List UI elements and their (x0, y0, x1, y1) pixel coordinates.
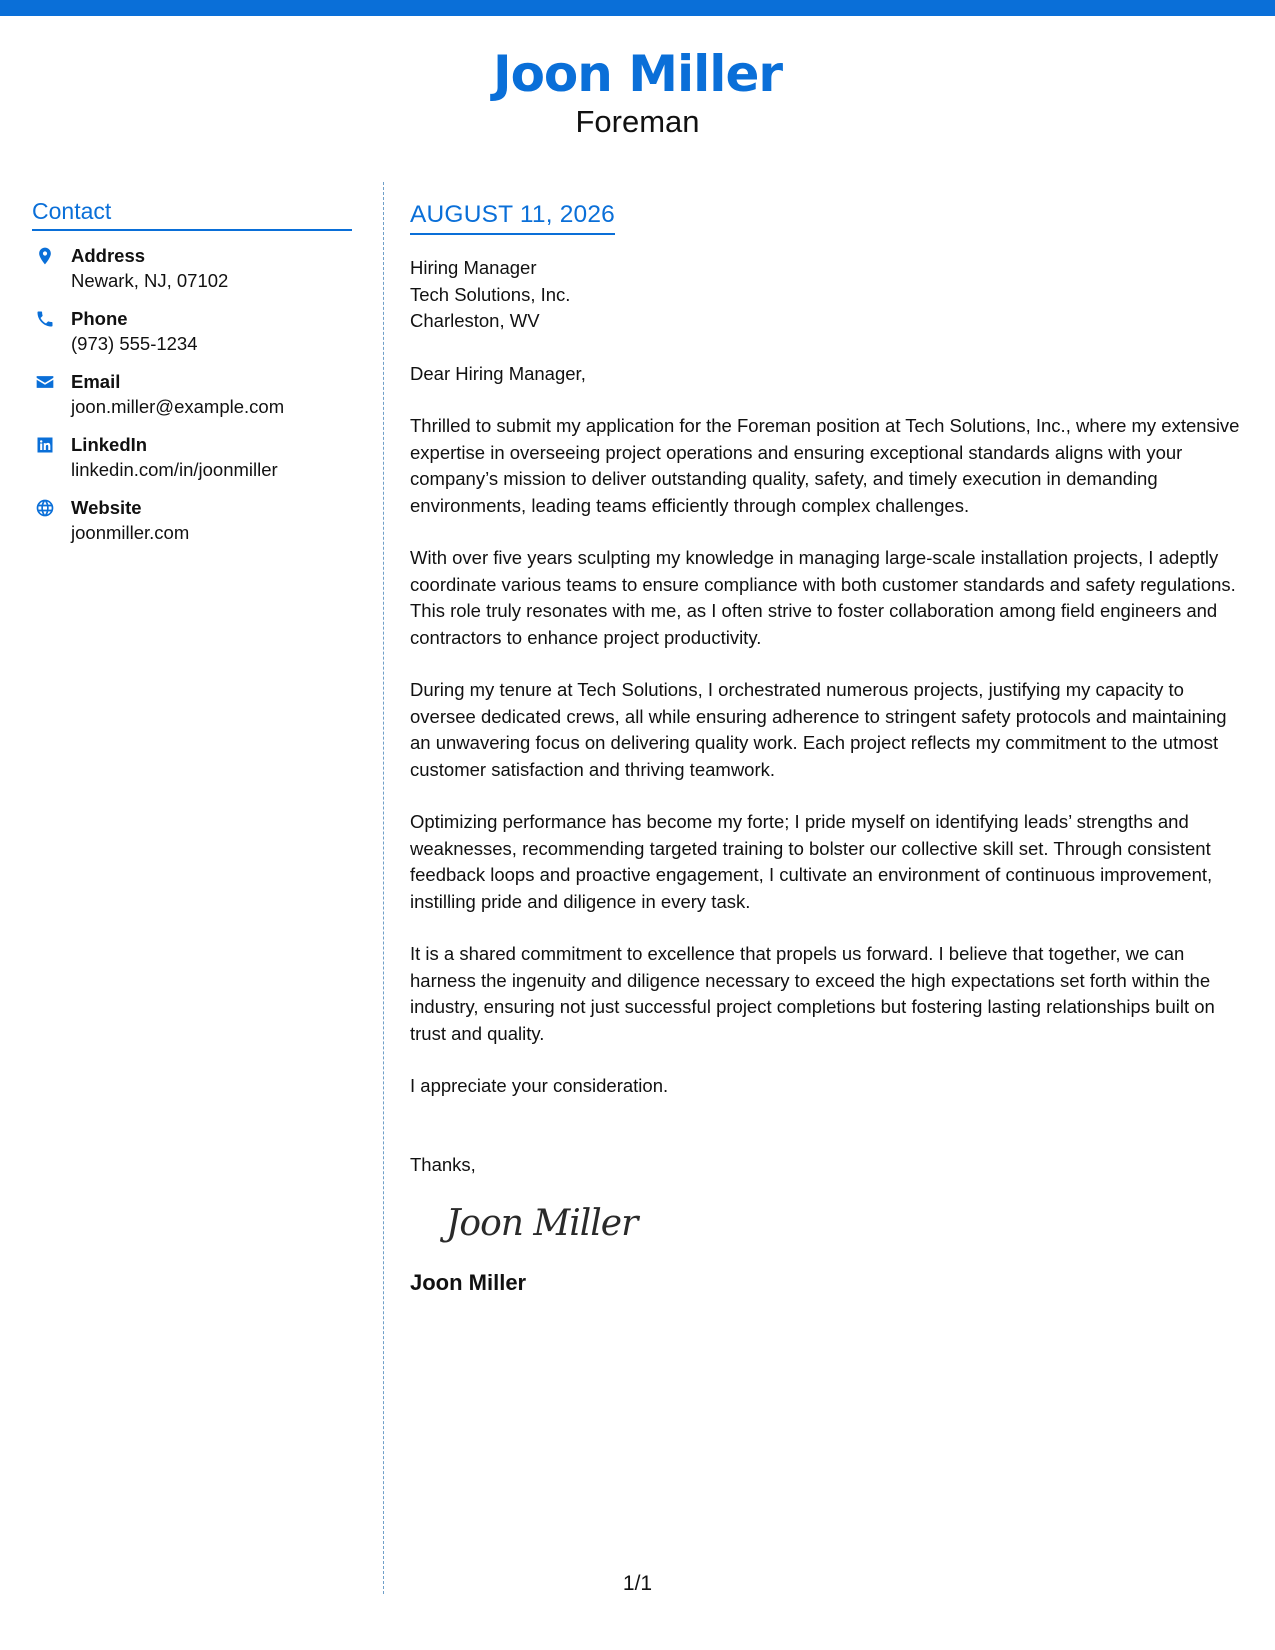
recipient-line: Tech Solutions, Inc. (410, 283, 571, 305)
handwritten-signature: Joon Miller (446, 1203, 638, 1244)
contact-item-address (32, 243, 352, 306)
contact-label: Phone (71, 308, 128, 329)
email-icon (35, 372, 55, 392)
body-paragraph: It is a shared commitment to excellence that propels us forward. I believe that together, we can harness the ingenuity and diligence necessary to exceed the high expectations set forth within the industry, ensuring not just successful project completions but fostering lasting relationships built on trust and quality. (410, 943, 1215, 1044)
signer-name: Joon Miller (410, 1270, 527, 1295)
recipient-line: Charleston, WV (410, 310, 540, 331)
job-title: Foreman (575, 104, 700, 139)
contact-sidebar (32, 196, 352, 558)
body-paragraph: Optimizing performance has become my forte; I pride myself on identifying leads’ strengths and weaknesses, recommending targeted training to bolster our collective skill set. Through consistent feedback loops and proactive engagement, I cultivate an environment of continuous improvement, instilling pride and diligence in every task. (410, 811, 1213, 912)
contact-label: LinkedIn (71, 434, 148, 455)
letter-date: AUGUST 11, 2026 (410, 198, 615, 235)
body-paragraph: Thrilled to submit my application for the Foreman position at Tech Solutions, Inc., where my extensive expertise in overseeing project operations and ensuring exceptional standards aligns with your company’s mission to deliver outstanding quality, safety, and timely execution in demanding environments, leading teams efficiently through complex challenges. (410, 415, 1240, 516)
document-header (0, 40, 1275, 140)
linkedin-icon (35, 435, 55, 455)
globe-icon (35, 498, 55, 518)
contact-label: Website (71, 497, 142, 518)
contact-value[interactable]: joonmiller.com (71, 522, 190, 543)
contact-value[interactable]: linkedin.com/in/joonmiller (71, 459, 278, 480)
column-divider (383, 182, 384, 1594)
body-paragraph: During my tenure at Tech Solutions, I orchestrated numerous projects, justifying my capacity to oversee dedicated crews, all while ensuring adherence to stringent safety protocols and maintaining an unwavering focus on delivering quality work. Each project reflects my commitment to the utmost customer satisfaction and thriving teamwork. (410, 679, 1227, 780)
recipient-line: Hiring Manager (410, 257, 537, 278)
contact-item-phone (32, 306, 352, 369)
contact-label: Address (71, 245, 146, 266)
contact-list (32, 243, 352, 558)
contact-value[interactable]: joon.miller@example.com (71, 396, 285, 417)
contact-value: Newark, NJ, 07102 (71, 270, 229, 291)
applicant-name: Joon Miller (492, 45, 783, 103)
body-paragraph: With over five years sculpting my knowledge in managing large-scale installation projects, I adeptly coordinate various teams to ensure compliance with both customer standards and safety regulations. This role truly resonates with me, as I often strive to foster collaboration among field engineers and contractors to enhance project productivity. (410, 547, 1236, 648)
recipient-block (410, 255, 1250, 335)
contact-item-email (32, 369, 352, 432)
phone-icon (35, 309, 55, 329)
contact-value: (973) 555-1234 (71, 333, 198, 354)
contact-item-linkedin (32, 432, 352, 495)
signoff: Thanks, (410, 1153, 476, 1175)
letter-body (410, 198, 1250, 1298)
closing-line: I appreciate your consideration. (410, 1075, 669, 1096)
top-accent-bar (0, 0, 1275, 16)
salutation: Dear Hiring Manager, (410, 362, 586, 384)
contact-item-website (32, 495, 352, 558)
contact-label: Email (71, 371, 121, 392)
page-number: 1/1 (622, 1572, 653, 1595)
contact-section-title: Contact (32, 196, 352, 231)
map-pin-icon (35, 246, 55, 266)
